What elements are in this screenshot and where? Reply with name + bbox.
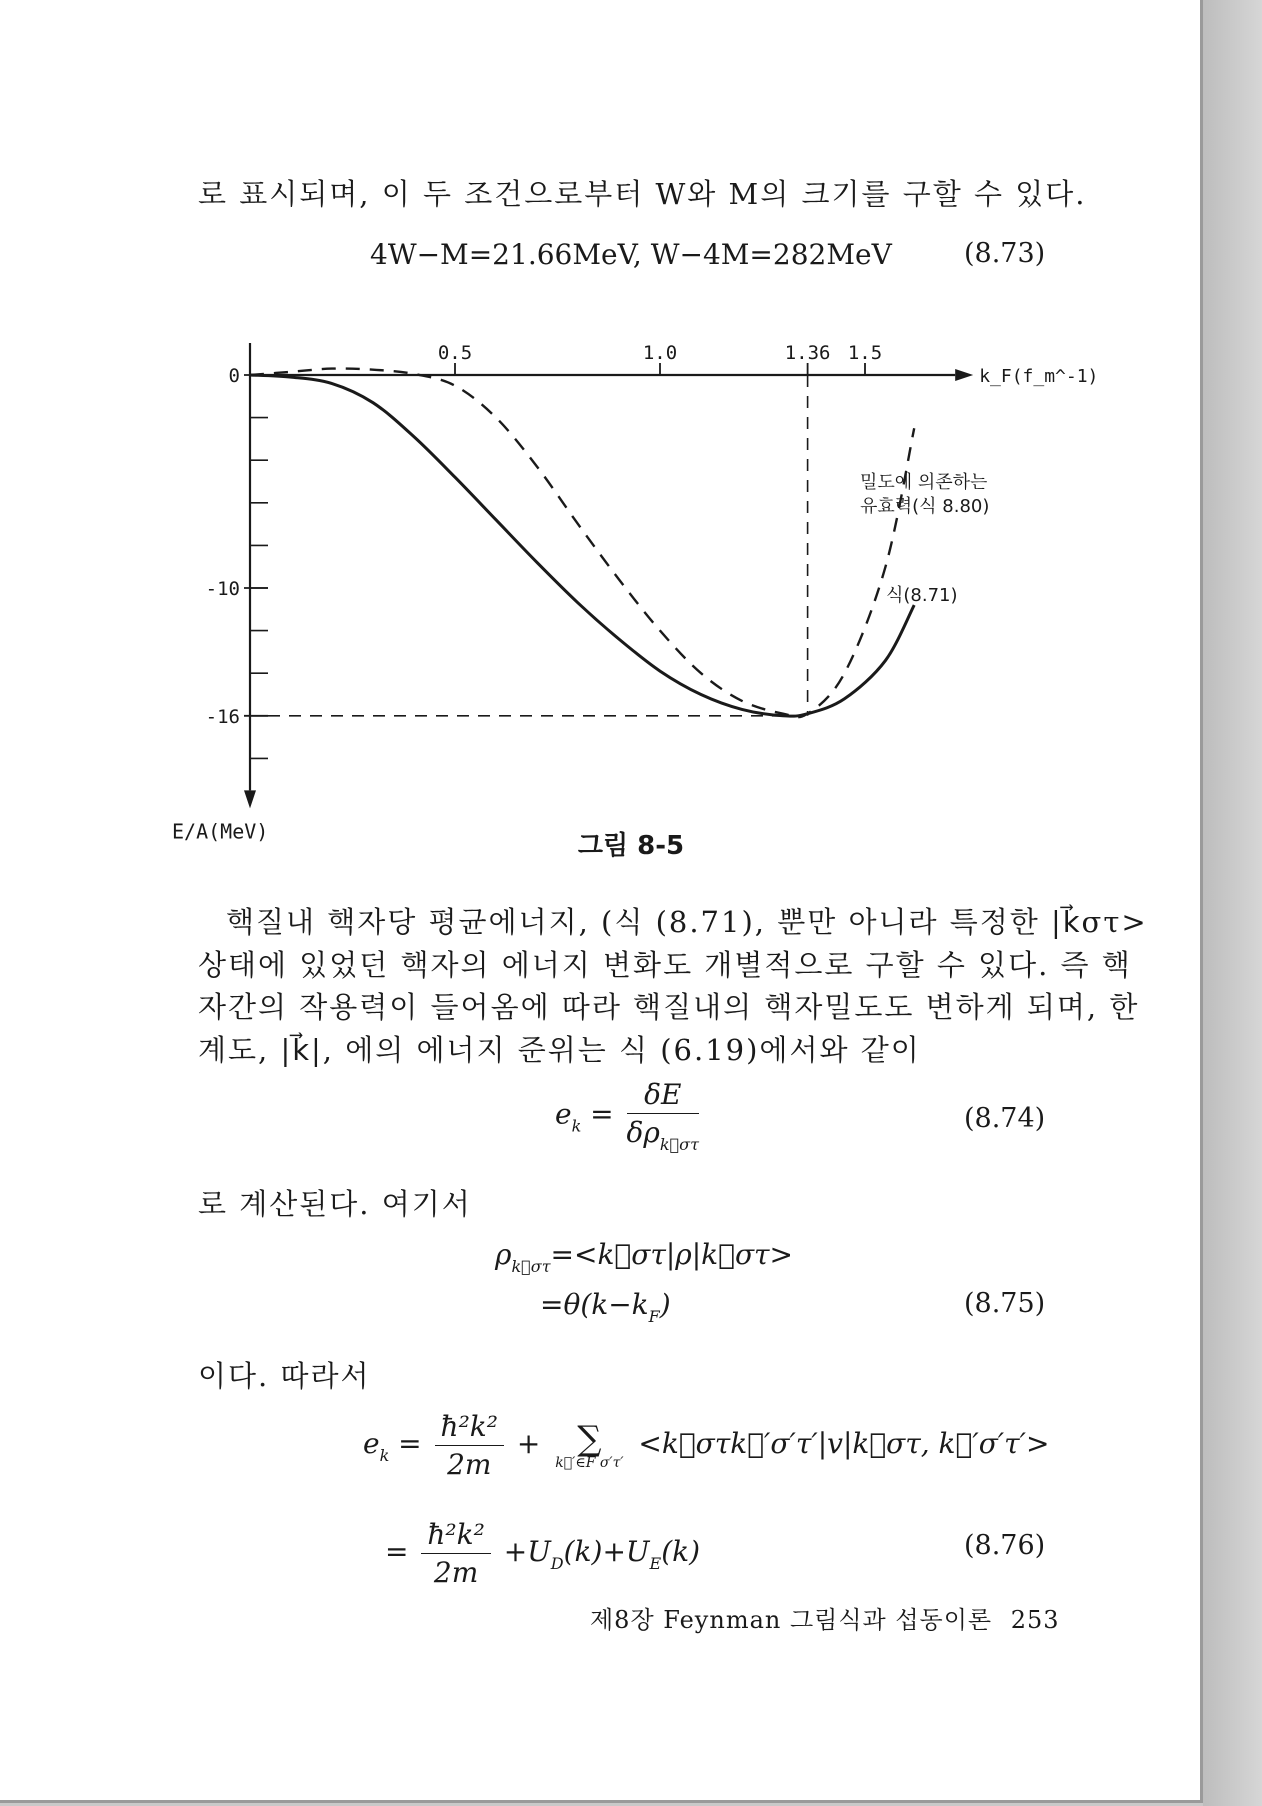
equation-number-8-73: (8.73) [964,238,1046,269]
eq876-l2-denominator: 2m [433,1556,479,1589]
eq874-lhs-sub: k [571,1116,582,1136]
page-number: 253 [1010,1606,1060,1634]
x-axis-label: k_F(f_m^-1) [979,366,1099,387]
eq876-fraction [435,1410,504,1481]
figure-caption: 그림 8-5 [577,831,685,861]
eq876-matrix-element: <k⃗στk⃗′σ′τ′|v|k⃗στ, k⃗′σ′τ′> [638,1427,1050,1460]
eq874-lhs: e [555,1097,572,1131]
equation-number-8-76: (8.76) [964,1530,1046,1561]
text-ida-line: 이다. 따라서 [198,1359,371,1393]
series-line-dashed-8-80 [250,368,914,717]
eq876-numerator: ħ²k² [435,1410,504,1446]
eq874-denominator [627,1114,699,1154]
eq876-lhs: e [363,1427,380,1460]
equation-number-8-75: (8.75) [964,1288,1046,1319]
x-tick-label: 1.0 [642,342,678,364]
text-line-1: 로 표시되며, 이 두 조건으로부터 W와 M의 크기를 구할 수 있다. [198,177,1087,211]
eq875-lhs: ρ [495,1238,512,1271]
eq876-l2-numerator: ħ²k² [421,1518,490,1554]
paragraph-line-2: 상태에 있었던 핵자의 에너지 변화도 개별적으로 구할 수 있다. 즉 핵 [198,948,1132,982]
chart-labels [172,342,1098,843]
eq875-rhs: =<k⃗στ|ρ|k⃗στ> [550,1238,794,1271]
eq876-l2-part1: +U [503,1535,551,1568]
y-tick-label: -16 [205,705,240,728]
y-axis-arrowhead [244,790,256,808]
eq876-lhs-sub: k [379,1446,390,1465]
eq874-numerator: δE [627,1078,699,1114]
annotation-dashed-line-2: 유효력(식 8.80) [860,496,990,517]
eq876-l2-end: (k) [661,1535,701,1568]
equation-number-8-74: (8.74) [964,1103,1046,1134]
y-axis-label: E/A(MeV) [172,819,269,844]
footer-chapter-title: 제8장 Feynman 그림식과 섭동이론 [590,1606,993,1634]
eq875-l2-main: =θ(k−k [540,1288,649,1321]
eq876-l2-fraction [421,1518,490,1589]
equation-8-76-line-1: $e_k$ = $\frac{\text{ħ²k²}}{2m}$ + ∑ k⃗′∈F σ′τ′ <k⃗στk⃗′σ′τ′|v|k⃗στ, k⃗′σ′τ′> [363,1410,1050,1481]
annotation-solid-line: 식(8.71) [886,585,958,606]
eq874-fraction [627,1078,699,1154]
eq876-denominator: 2m [447,1448,492,1481]
equation-8-75-line-1 [495,1238,793,1276]
x-tick-label: 1.36 [784,342,831,364]
page-footer [590,1600,1060,1635]
equation-8-76-line-2: = $\frac{\text{ħ²k²}}{2m}$ $+U_D(k)+U_E(k)$ [385,1518,701,1589]
eq875-l2-sub: F [648,1307,660,1326]
eq876-l2-sub1: D [550,1554,564,1573]
equation-8-73: 4W−M=21.66MeV, W−4M=282MeV [370,238,892,271]
y-tick-label: -10 [205,578,240,600]
x-tick-label: 0.5 [437,342,473,364]
equation-8-75-line-2 [540,1288,671,1326]
sum-symbol: ∑ [577,1418,602,1459]
chart-guides [268,375,808,716]
eq876-l2-sub2: E [649,1554,662,1573]
eq874-den-main: δρ [626,1116,660,1149]
x-axis-arrowhead [955,369,973,381]
figure-8-5-chart [160,320,1099,844]
chart-series [250,368,914,717]
eq876-sum-under: k⃗′∈F σ′τ′ [555,1454,624,1471]
eq874-den-sub: k⃗στ [659,1135,699,1154]
eq876-l2-part2: (k)+U [563,1535,650,1568]
text-calc-line: 로 계산된다. 여기서 [198,1187,472,1221]
page-edge-shadow [1203,0,1262,1806]
equation-8-74: $e_k$ = $\frac{\delta E}{\delta\rho_{k⃗\sigma\tau}}$ [555,1078,699,1154]
eq876-sum [555,1418,624,1471]
paragraph-line-1: 핵질내 핵자당 평균에너지, (식 (8.71), 뿐만 아니라 특정한 |k⃗στ> [226,905,1148,939]
paragraph-line-3: 자간의 작용력이 들어옴에 따라 핵질내의 핵자밀도도 변하게 되며, 한 [198,990,1140,1024]
paragraph-line-4: 계도, |k⃗|, 에의 에너지 준위는 식 (6.19)에서와 같이 [198,1033,921,1067]
series-line-solid-8-71 [250,375,914,716]
annotation-dashed-line-1: 밀도에 의존하는 [860,472,988,493]
eq875-lhs-sub: k⃗στ [511,1257,551,1276]
x-tick-label: 1.5 [847,342,883,364]
y-tick-label: 0 [228,365,240,387]
eq875-l2-end: ) [659,1288,671,1321]
chart-axes [244,343,973,808]
